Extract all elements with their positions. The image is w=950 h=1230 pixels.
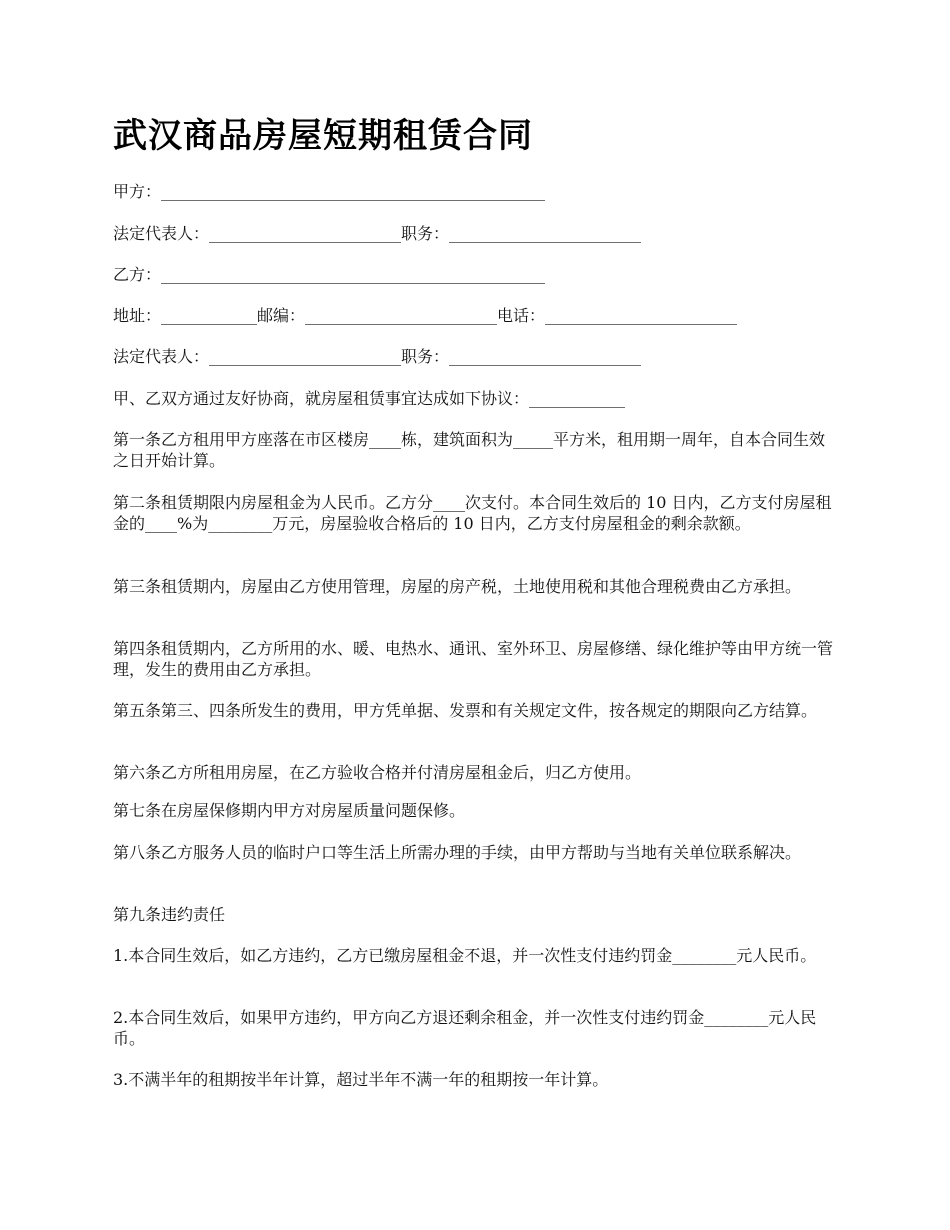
article-9-heading: 第九条违约责任 (113, 905, 226, 924)
party-b-line: 乙方：________________________________________________ (113, 265, 546, 284)
article-3: 第三条租赁期内，房屋由乙方使用管理，房屋的房产税，土地使用税和其他合理税费由乙方承担。 (113, 577, 802, 596)
liability-item-1: 1.本合同生效后，如乙方违约，乙方已缴房屋租金不退，并一次性支付违约罚金________元人民币。 (113, 946, 817, 965)
page-title: 武汉商品房屋短期租赁合同 (113, 116, 533, 156)
party-a-representative-line: 法定代表人：________________________职务：________________________ (113, 224, 642, 243)
liability-item-3: 3.不满半年的租期按半年计算，超过半年不满一年的租期按一年计算。 (113, 1070, 609, 1089)
liability-item-2: 2.本合同生效后，如果甲方违约，甲方向乙方退还剩余租金，并一次性支付违约罚金________元人民币。 (113, 1008, 817, 1048)
article-1: 第一条乙方租用甲方座落在市区楼房____栋，建筑面积为_____平方米，租用期一周年，自本合同生效之日开始计算。 (113, 430, 826, 470)
intro-paragraph: 甲、乙双方通过友好协商，就房屋租赁事宜达成如下协议：____________ (113, 389, 626, 408)
article-8: 第八条乙方服务人员的临时户口等生活上所需办理的手续，由甲方帮助与当地有关单位联系解决。 (113, 843, 802, 862)
address-line: 地址：____________邮编：________________________电话：________________________ (113, 306, 738, 325)
article-7: 第七条在房屋保修期内甲方对房屋质量问题保修。 (113, 801, 466, 820)
article-5: 第五条第三、四条所发生的费用，甲方凭单据、发票和有关规定文件，按各规定的期限向乙方结算。 (113, 701, 818, 720)
article-6: 第六条乙方所租用房屋，在乙方验收合格并付清房屋租金后，归乙方使用。 (113, 763, 642, 782)
article-2: 第二条租赁期限内房屋租金为人民币。乙方分____次支付。本合同生效后的 10 日内，乙方支付房屋租金的____%为________万元，房屋验收合格后的 10 日内，乙方支付房屋租金的剩余款额。 (113, 493, 832, 533)
party-a-line: 甲方：________________________________________________ (113, 182, 546, 201)
party-b-representative-line: 法定代表人：________________________职务：________________________ (113, 347, 642, 366)
article-4: 第四条租赁期内，乙方所用的水、暖、电热水、通讯、室外环卫、房屋修缮、绿化维护等由甲方统一管理，发生的费用由乙方承担。 (113, 639, 834, 679)
